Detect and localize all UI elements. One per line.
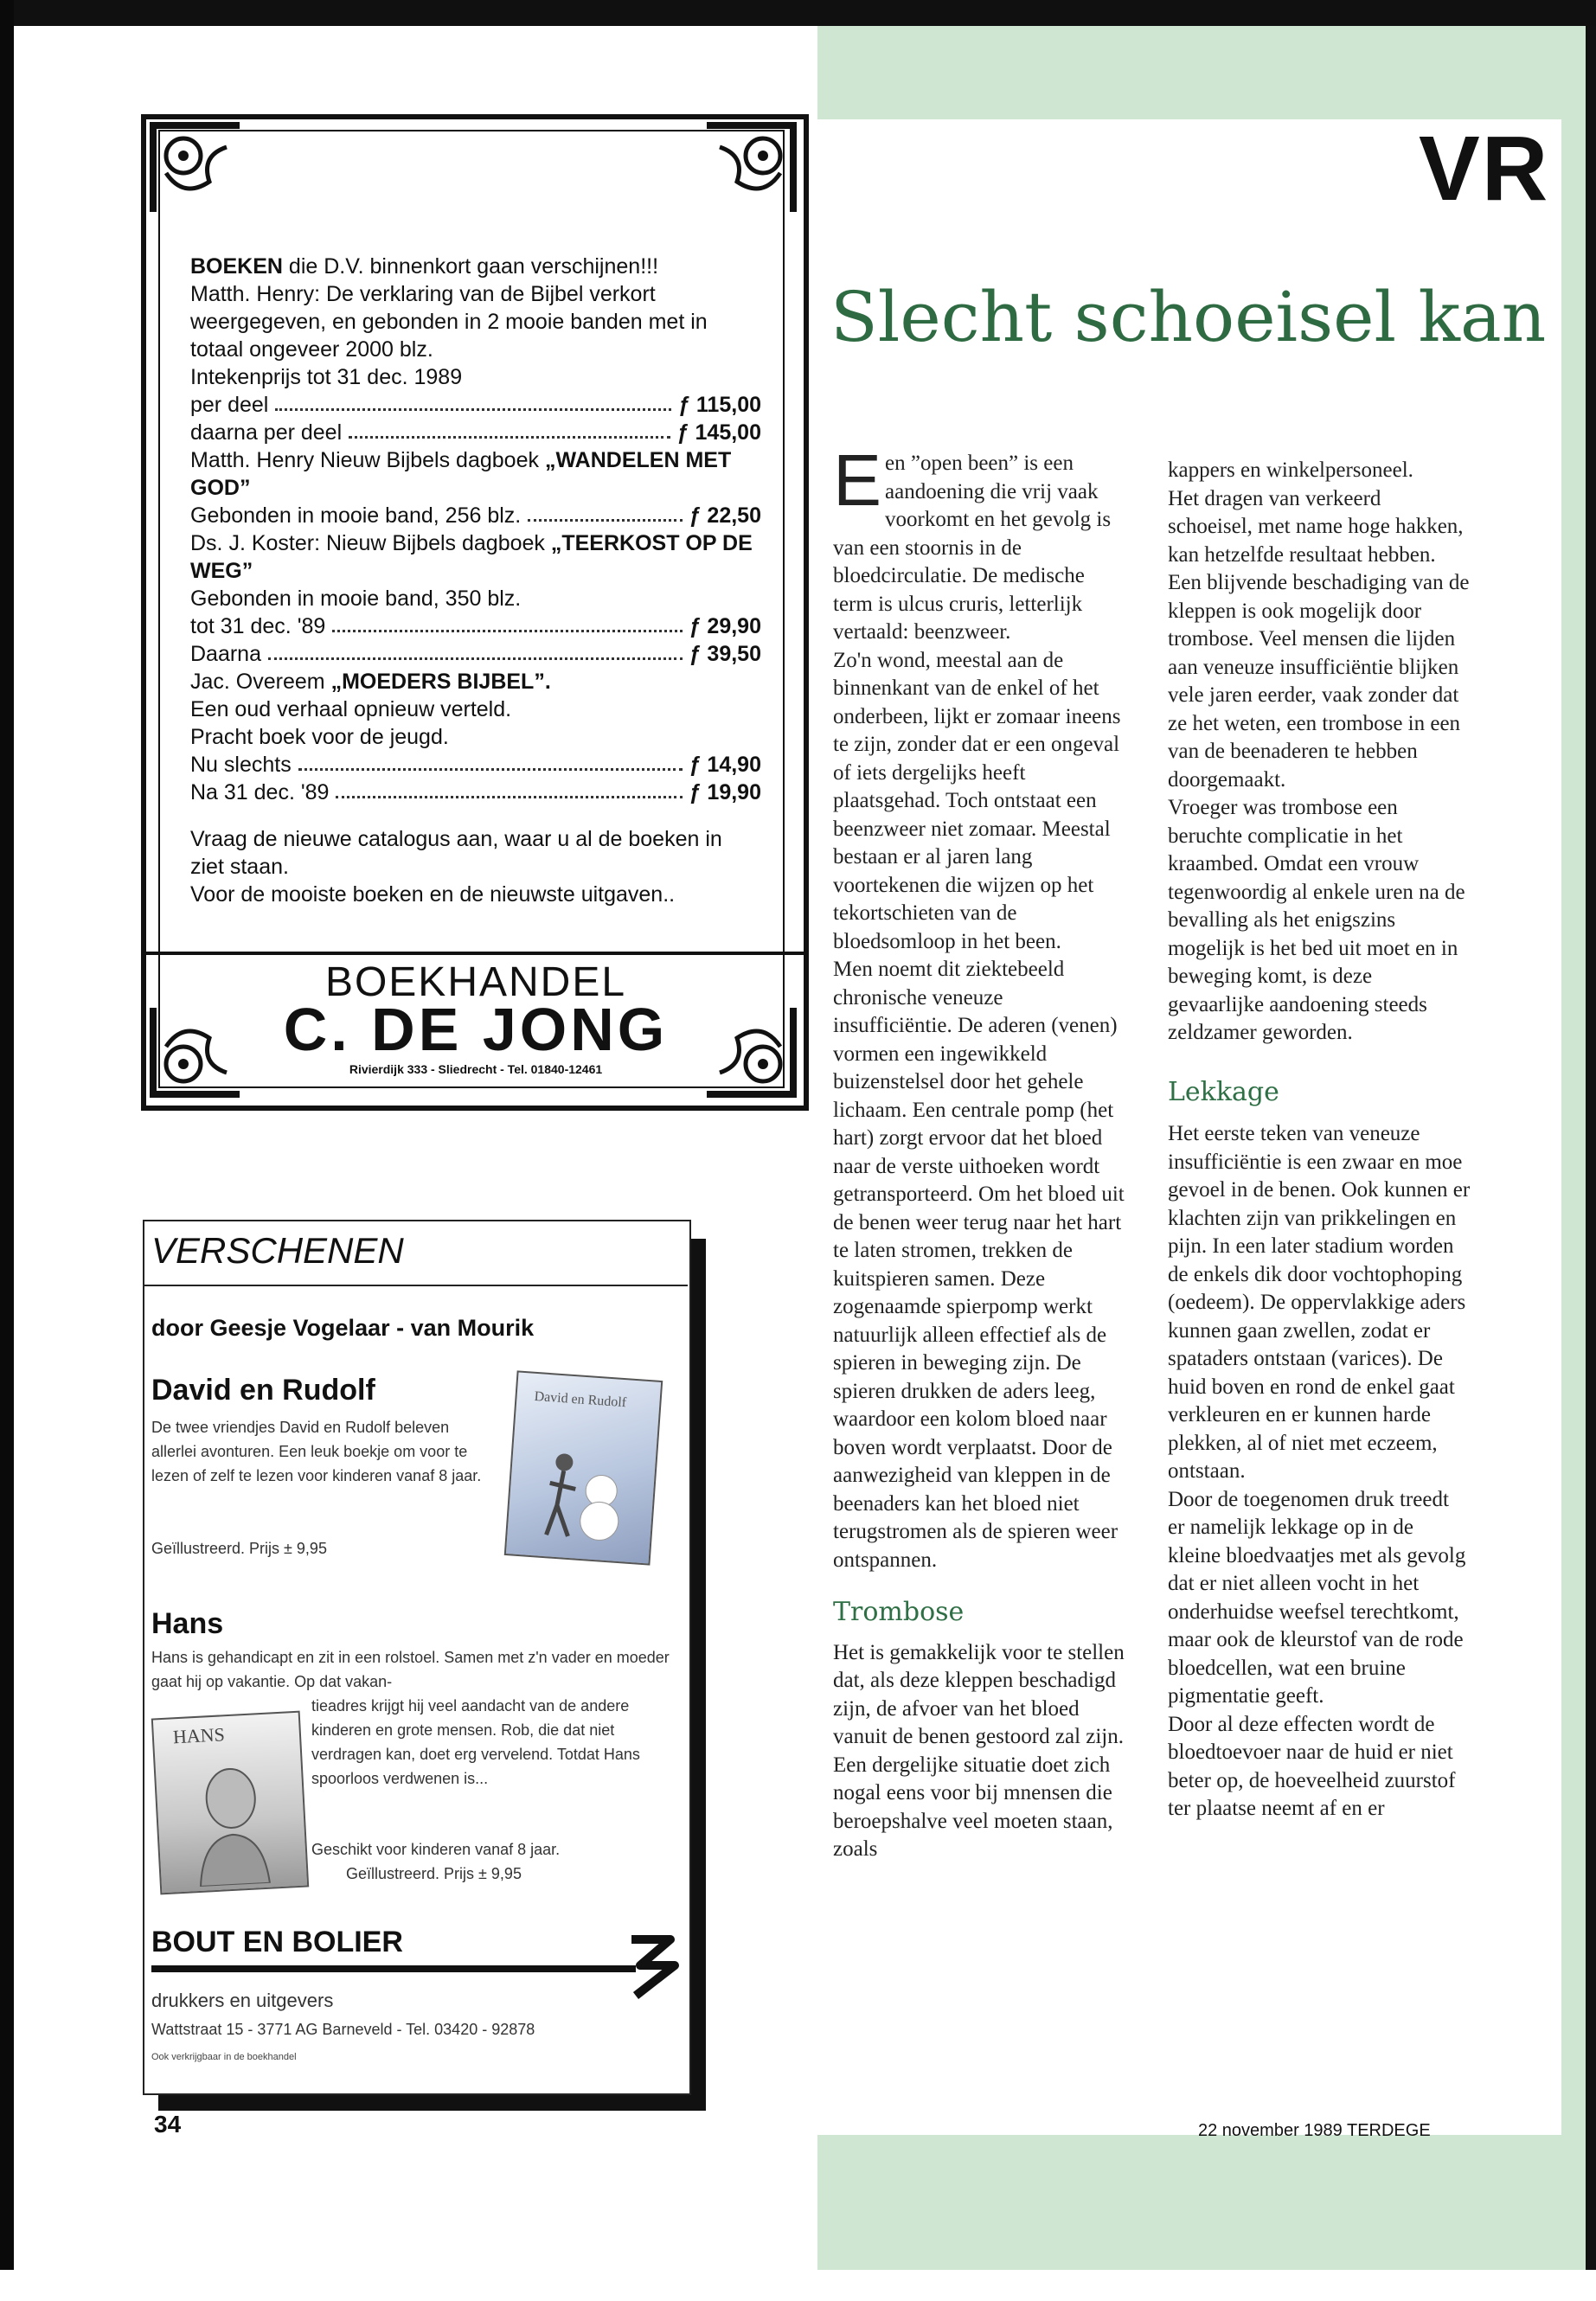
price-value: ƒ 29,90 <box>689 614 761 638</box>
article-paragraph: Vroeger was trombose een beruchte complicatie in het kraambed. Omdat een vrouw tegenwoordig al enkele uren na de bevalling als het enigszins mogelijk is het bed uit moet en in beweging komt, is deze gevaarlijke aandoening steeds zeldzamer geworden. <box>1168 796 1465 1044</box>
price-label: Nu slechts <box>190 753 292 777</box>
price-row <box>190 419 761 446</box>
article-column-2 <box>1168 457 1471 1823</box>
book2-price: Geïllustreerd. Prijs ± 9,95 <box>346 1865 522 1882</box>
publisher-subtitle: drukkers en uitgevers <box>151 1990 334 2011</box>
price-value: ƒ 22,50 <box>689 503 761 528</box>
book2-cover-portrait-icon <box>181 1753 283 1888</box>
article-column-1 <box>833 439 1127 1864</box>
article-paragraph: Het dragen van verkeerd schoeisel, met name hoge hakken, kan hetzelfde resultaat hebben. Een blijvende beschadiging van de kleppen is ook mogelijk door trombose. Veel mensen die lijden aan veneuze insufficiëntie blijken vele jaren eerder, vaak zonder dat ze het weten, een trombose in een van de beenaderen te hebben doorgemaakt. <box>1168 486 1470 792</box>
book2-title: Hans <box>151 1607 224 1640</box>
henry2-description: Matth. Henry Nieuw Bijbels dagboek <box>190 448 545 472</box>
price-value: ƒ 39,50 <box>689 642 761 666</box>
publisher-name: BOUT EN BOLIER <box>151 1926 403 1958</box>
price-row <box>190 391 761 419</box>
book2-age: Geschikt voor kinderen vanaf 8 jaar. <box>311 1841 561 1858</box>
price-value: ƒ 145,00 <box>676 420 761 445</box>
price-label: daarna per deel <box>190 420 343 445</box>
price-label: Daarna <box>190 642 261 666</box>
mooiste-note: Voor de mooiste boeken en de nieuwste uitgaven.. <box>190 882 676 907</box>
book1-title: David en Rudolf <box>151 1374 375 1407</box>
book1-description: De twee vriendjes David en Rudolf beleven allerlei avonturen. Een leuk boekje om voor te lezen of zelf te lezen voor kinderen vanaf 8 jaar. <box>151 1419 482 1484</box>
price-value: ƒ 115,00 <box>678 393 761 417</box>
subheading-lekkage: Lekkage <box>1168 1076 1279 1107</box>
book1-cover-image <box>504 1370 663 1565</box>
drop-cap: E <box>833 439 882 521</box>
overeem-description: Jac. Overeem <box>190 670 331 694</box>
overeem-line: Pracht boek voor de jeugd. <box>190 725 449 749</box>
verschenen-divider <box>143 1285 688 1286</box>
overeem-line: Een oud verhaal opnieuw verteld. <box>190 697 512 721</box>
price-row <box>190 640 761 668</box>
ornament-top-right-icon <box>702 121 798 216</box>
scan-border-top <box>0 0 1596 26</box>
price-label: Gebonden in mooie band, 256 blz. <box>190 503 522 528</box>
price-row <box>190 751 761 779</box>
shop-address: Rivierdijk 333 - Sliedrecht - Tel. 01840-12461 <box>349 1062 603 1076</box>
article-paragraph: Door al deze effecten wordt de bloedtoevoer naar de huid er niet beter op, de hoeveelheid zuurstof ter plaatse neemt af en er <box>1168 1712 1456 1820</box>
book1-cover-title: David en Rudolf <box>534 1388 627 1411</box>
price-row <box>190 779 761 806</box>
publisher-note: Ook verkrijgbaar in de boekhandel <box>151 2052 297 2062</box>
publisher-logo-icon <box>623 1931 683 2000</box>
book2-description-right: tieadres krijgt hij veel aandacht van de andere kinderen en grote mensen. Rob, die dat niet verdragen kan, doet erg vervelend. Totdat Hans spoorloos verdwenen is... <box>311 1697 640 1787</box>
article-paragraph: Het is gemakkelijk voor te stellen dat, als deze kleppen beschadigd zijn, de afvoer van het bloed vanuit de benen gestoord zal zijn. Een dergelijke situatie doet zich nogal eens voor bij mnensen die beroepshalve veel moeten staan, zoals <box>833 1640 1125 1861</box>
publisher-rule <box>151 1965 636 1972</box>
boekhandel-ad-text <box>190 253 761 908</box>
article-paragraph: Men noemt dit ziektebeeld chronische veneuze insufficiëntie. De aderen (venen) vormen een ingewikkeld buizenstelsel door het gehele lichaam. Een centrale pomp (het hart) zorgt ervoor dat het bloed naar de verste uithoeken wordt getransporteerd. Om het bloed uit de benen weer terug naar het hart te laten stromen, trekken de kuitspieren samen. Deze zogenaamde spierpomp werkt natuurlijk alleen effectief als de spieren in beweging zijn. De spieren drukken de aders leeg, waardoor een kolom bloed naar boven wordt verplaatst. Door de aanwezigheid van kleppen in de beenaders kan het bloed niet terugstromen als de spieren weer ontspannen. <box>833 958 1125 1572</box>
article-headline: Slecht schoeisel kan <box>830 277 1547 357</box>
article-paragraph: kappers en winkelpersoneel. <box>1168 458 1413 482</box>
price-row <box>190 502 761 529</box>
ad-intro-bold: BOEKEN <box>190 254 283 279</box>
henry2-title: „WANDELEN MET GOD” <box>190 448 732 500</box>
catalogus-note: Vraag de nieuwe catalogus aan, waar u al de boeken in ziet staan. <box>190 827 722 879</box>
subheading-trombose: Trombose <box>833 1597 965 1627</box>
verschenen-header: VERSCHENEN <box>151 1230 404 1271</box>
publisher-address: Wattstraat 15 - 3771 AG Barneveld - Tel. 03420 - 92878 <box>151 2021 535 2038</box>
scan-border-right <box>1586 26 1596 2270</box>
ad-intro-rest: die D.V. binnenkort gaan verschijnen!!! <box>282 254 659 279</box>
shop-name-line1: BOEKHANDEL <box>324 959 627 1005</box>
ornament-top-left-icon <box>149 121 244 216</box>
article-paragraph: Zo'n wond, meestal aan de binnenkant van de enkel of het onderbeen, lijkt er zomaar ineens te zijn, zonder dat er een ongeval of iets dergelijks heeft plaatsgehad. Toch ontstaat een beenzweer niet zomaar. Meestal bestaan er al jaren lang voortekenen die wijzen op het tekortschieten van de bloedsomloop in het been. <box>833 648 1121 953</box>
article-paragraph: en ”open been” is een aandoening die vrij vaak voorkomt en het gevolg is van een stoornis in de bloedcirculatie. De medische term is ulcus cruris, letterlijk vertaald: beenzweer. <box>833 452 1112 644</box>
verschenen-author: door Geesje Vogelaar - van Mourik <box>151 1315 535 1341</box>
book2-cover-image <box>151 1711 309 1895</box>
book1-price: Geïllustreerd. Prijs ± 9,95 <box>151 1540 327 1557</box>
book2-cover-title: HANS <box>172 1723 226 1748</box>
koster-title: „TEERKOST OP DE WEG” <box>190 531 753 583</box>
book1-cover-illustration-icon <box>529 1434 631 1544</box>
koster-binding: Gebonden in mooie band, 350 blz. <box>190 586 522 611</box>
price-label: Na 31 dec. '89 <box>190 780 330 804</box>
price-label: per deel <box>190 393 269 417</box>
scan-border-left <box>0 0 14 2301</box>
koster-description: Ds. J. Koster: Nieuw Bijbels dagboek <box>190 531 551 555</box>
article-kicker: VR <box>1419 118 1550 220</box>
article-paragraph: Door de toegenomen druk treedt er namelijk lekkage op in de kleine bloedvaatjes met als gevolg dat er niet alleen vocht in het onderhuidse weefsel terechtkomt, maar ook de kleurstof van de rode bloedcellen, wat een bruine pigmentatie geeft. <box>1168 1487 1466 1708</box>
price-value: ƒ 14,90 <box>689 753 761 777</box>
intekenprijs: Intekenprijs tot 31 dec. 1989 <box>190 365 463 389</box>
overeem-title: „MOEDERS BIJBEL”. <box>330 670 551 694</box>
shop-name-line2: C. DE JONG <box>283 996 669 1063</box>
book2-description-top: Hans is gehandicapt en zit in een rolstoel. Samen met z'n vader en moeder gaat hij op vakantie. Op dat vakan- <box>151 1649 670 1690</box>
price-row <box>190 612 761 640</box>
article-paragraph: Het eerste teken van veneuze insufficiëntie is een zwaar en moe gevoel in de benen. Ook kunnen er klachten zijn van prikkelingen en pijn. In een later stadium worden de enkels dik door vochtophoping (oedeem). De oppervlakkige aders kunnen gaan zwellen, zodat er spataders ontstaan (varices). De huid boven en rond de enkel gaat verkleuren en er kunnen harde plekken, al of niet met eczeem, ontstaan. <box>1168 1122 1471 1483</box>
price-label: tot 31 dec. '89 <box>190 614 326 638</box>
page-number: 34 <box>154 2111 182 2138</box>
henry-description: Matth. Henry: De verklaring van de Bijbel verkort weergegeven, en gebonden in 2 mooie banden met in totaal ongeveer 2000 blz. <box>190 282 708 362</box>
scan-border-bottom <box>0 2270 1596 2301</box>
issue-date: 22 november 1989 TERDEGE <box>1198 2121 1431 2140</box>
price-value: ƒ 19,90 <box>689 780 761 804</box>
